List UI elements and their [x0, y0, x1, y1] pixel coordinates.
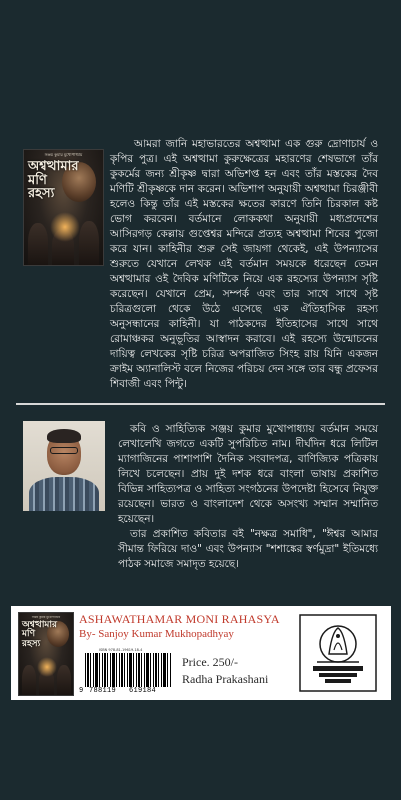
cover-author: সঞ্জয় কুমার মুখোপাধ্যায় — [31, 615, 61, 619]
isbn-barcode — [79, 648, 171, 697]
author-shirt — [29, 477, 99, 511]
author-bio-paragraph: কবি ও সাহিত্যিক সঞ্জয় কুমার মুখোপাধ্যায় বর্তমান সময়ে লেখালেখি জগতে একটি সুপরিচিত নাম। দীর্ঘদিন ধরে লিটিল ম্যাগাজিনের পাশাপাশি দৈনিক সংবাদপত্র, বাণিজ্যিক পত্রিকায় লিখে চলেছেন। প্রায় দুই দশক ধরে বাংলা ভাষায় প্রকাশিত বিভিন্ন সাহিত্যপত্র ও সাহিত্য সংগঠনের উপদেষ্টা হিসেবে নিযুক্ত রয়েছেন। ভারত ও বাংলাদেশ থেকে অসংখ্য সম্মান সম্মানিত হয়েছেন। — [118, 423, 378, 525]
cover-title-line: রহস্য — [22, 638, 41, 649]
book-title-english: ASHAWATHAMAR MONI RAHASYA — [79, 612, 280, 626]
barcode-bars — [85, 653, 171, 687]
cover-figure — [22, 665, 36, 695]
cover-figure — [57, 665, 71, 695]
barcode-digits-group: 619184 — [129, 687, 157, 695]
publisher-name: Radha Prakashani — [182, 672, 269, 686]
book-cover-small — [18, 612, 74, 696]
author-bio-paragraph: তার প্রকাশিত কবিতার বই "নক্ষত্র সমাধি", "ঈশ্বর আমার সীমান্ত ফিরিয়ে দাও" এবং উপন্যাস "শশাঙ্কের স্বর্ণমুদ্রা" ইতিমধ্যে পাঠক সমাজে সমাদৃত হয়েছে। — [118, 528, 378, 570]
book-cover-image — [23, 149, 104, 266]
author-photo — [23, 421, 105, 511]
author-hair — [47, 429, 81, 443]
cover-title — [28, 160, 79, 201]
synopsis-paragraph: আমরা জানি মহাভারতের অশ্বত্থামা এক গুরু দ্রোণাচার্য ও কৃপির পুত্র। এই অশ্বত্থামা কুরুক্ষেত্রের মহারণের শেষভাগে তাঁর কুকর্মের জন্য শ্রীকৃষ্ণ দ্বারা অভিশপ্ত হন এবং তাঁর মস্তকের দৈব মণিটি শ্রীকৃষ্ণকে দান করেন। অভিশাপ অনুযায়ী অশ্বত্থামা চিরঞ্জীবী হলেও কিন্তু তাঁর এই মস্তকের ক্ষতের কারণে তিনি চিরকাল কষ্ট ভোগ করবেন। বর্তমানে লোককথা অনুযায়ী মধ্যপ্রদেশের আসিরগড় কেল্লায় গুপ্তেশ্বর মন্দিরে প্রত্যহ অশ্বত্থামা শিবের পুজো করে যান। কাহিনীর শুরু সেই জায়গা থেকেই, এই উপন্যাসের শুরুতে যেখানে লেখক এই বর্তমান সময়কে ধরেছেন তেমন অশ্বত্থামার ওই দৈবিক মণিটিকে নিয়ে এক রহস্যের উপন্যাস সৃষ্টি করেছেন। যেখানে প্রেম, সম্পর্ক এবং তার সাথে সাথে সৃষ্ট চরিত্রগুলো থেকে উঠে এসেছে এক ঐতিহাসিক রহস্য অনুসন্ধানের কাহিনী। যা পাঠকদের ইতিহাসের সাথে সাথে রোমাঞ্চকর অনুভূতির আস্বাদন করাবে। এই রহস্যে উন্মোচনের দায়িত্ব লেখকের সৃষ্টি চরিত্র অপরাজিত সিংহ রায় যিনি একজন ক্রাইম অ্যানালিস্ট বলে নিজের পরিচয় দেন সঙ্গে তার বন্ধু প্রফেসর শিবাজী এবং পিন্টু। — [110, 138, 378, 390]
author-glasses — [50, 447, 78, 454]
cover-title — [22, 621, 57, 649]
price: Price. 250/- — [182, 655, 238, 669]
cover-gem-glow — [37, 657, 57, 677]
cover-title-line: অশ্বত্থামার — [28, 159, 79, 174]
section-divider — [16, 403, 385, 405]
cover-title-line: মণি — [22, 629, 36, 640]
author-byline: By- Sanjoy Kumar Mukhopadhyay — [79, 628, 234, 640]
cover-title-line: রহস্য — [28, 186, 55, 202]
publisher-logo-icon — [299, 614, 377, 692]
barcode-digit-first: 9 — [79, 687, 84, 695]
barcode-digits-group: 788119 — [89, 687, 117, 695]
cover-figure — [79, 221, 99, 265]
isbn-text: ISBN 978-81-19619-18-4 — [99, 648, 143, 652]
author-bio — [118, 422, 378, 572]
cover-figure — [28, 223, 48, 265]
cover-title-line: অশ্বত্থামার — [22, 620, 57, 630]
cover-title-line: মণি — [28, 172, 47, 188]
cover-gem-glow — [50, 212, 80, 242]
cover-author: সঞ্জয় কুমার মুখোপাধ্যায় — [44, 152, 83, 157]
synopsis — [110, 137, 378, 392]
